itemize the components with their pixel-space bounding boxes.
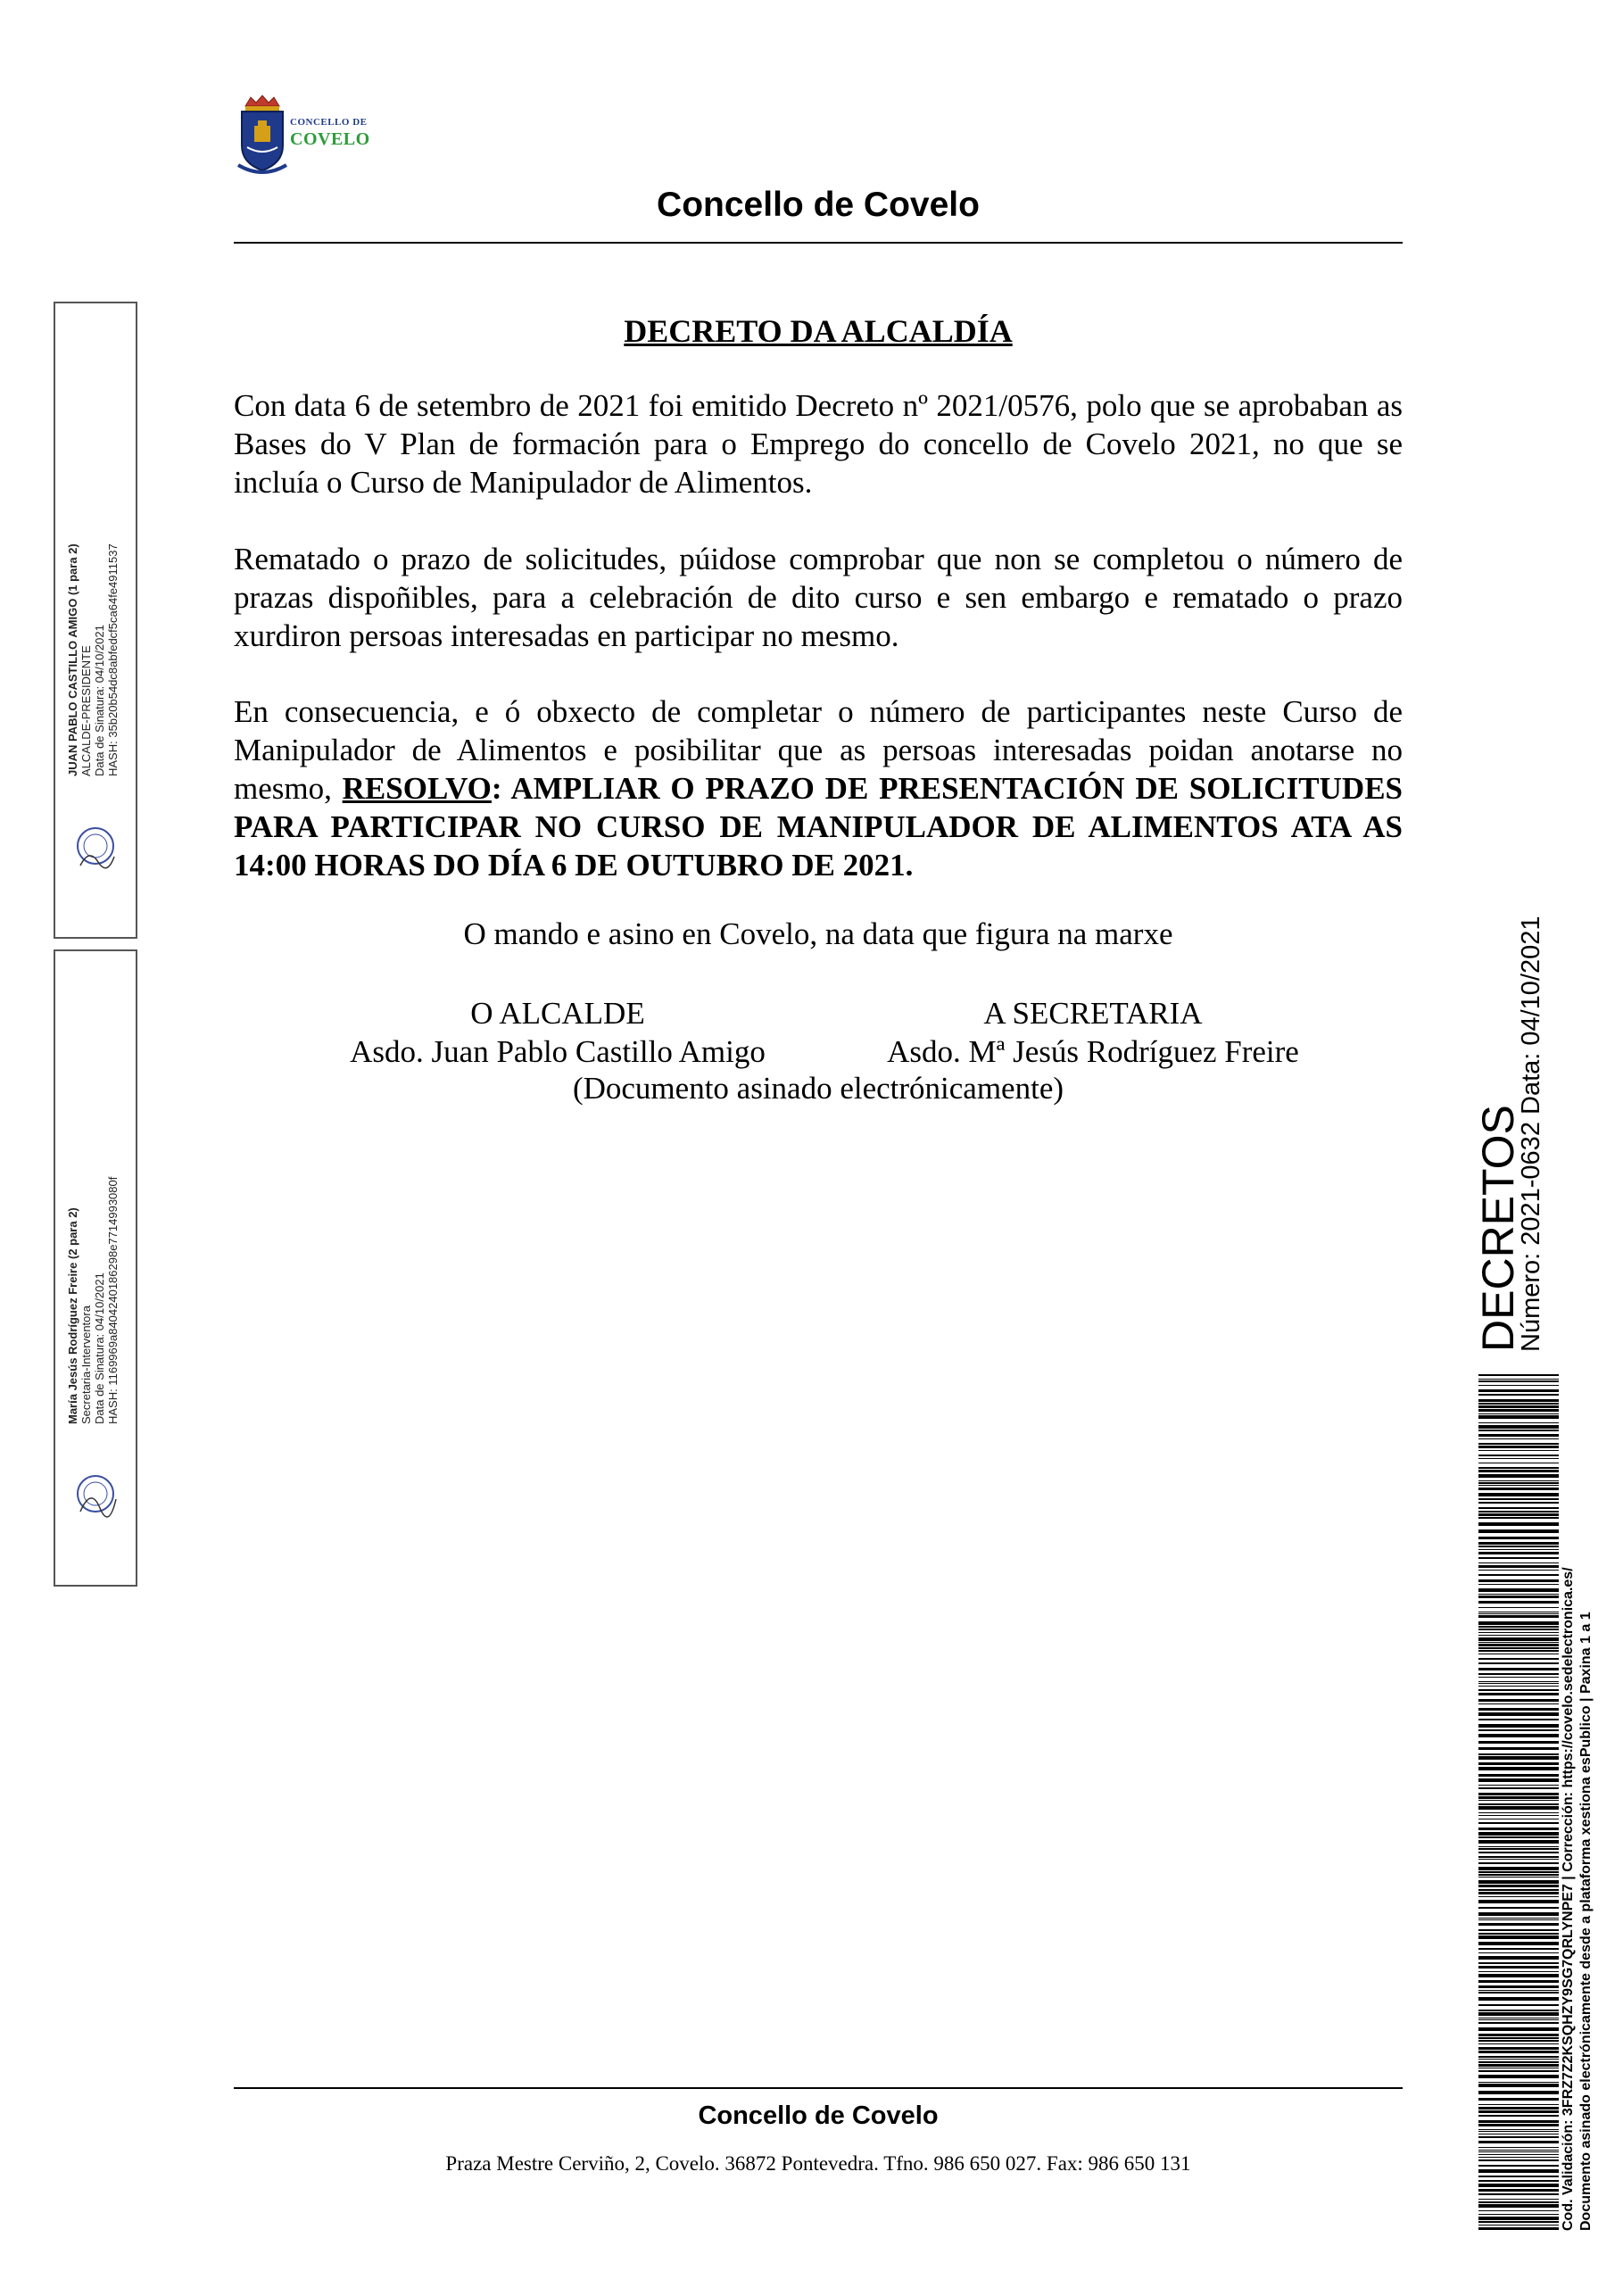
logo-line1: CONCELLO DE [290,117,368,128]
barcode-bar [1478,1673,1559,1675]
barcode-bar [1478,2043,1559,2044]
barcode-bar [1478,1615,1559,1618]
barcode-bar [1478,1828,1559,1830]
barcode-bar [1478,1992,1559,1993]
document-title: DECRETO DA ALCALDÍA [624,313,1013,349]
barcode-bar [1478,1379,1559,1380]
barcode-bar [1478,2169,1559,2173]
barcode-bar [1478,1935,1559,1939]
barcode-bar [1478,1425,1559,1429]
barcode-bar [1478,1729,1559,1731]
barcode-bar [1478,1594,1559,1595]
barcode-bar [1478,2082,1559,2083]
barcode-bar [1478,1874,1559,1876]
barcode-bar [1478,1753,1559,1755]
signature-secretaria [803,994,1383,1071]
barcode-bar [1478,1438,1559,1439]
barcode-bar [1478,2075,1559,2078]
barcode-bar [1478,1399,1559,1402]
barcode-bar [1478,2210,1559,2211]
barcode-bar [1478,2010,1559,2011]
barcode-bar [1478,1734,1559,1737]
barcode-bar [1478,1562,1559,1563]
barcode-bar [1478,1662,1559,1664]
stamp-2-name: María Jesús Rodríguez Freire (2 para 2) [66,1207,79,1424]
barcode-bar [1478,1896,1559,1897]
barcode-bar [1478,2022,1559,2024]
concello-logo [236,94,388,178]
barcode-bar [1478,2037,1559,2039]
barcode-bar [1478,1584,1559,1585]
barcode-bar [1478,1693,1559,1695]
barcode-bar [1478,1529,1559,1533]
barcode-bar [1478,1952,1559,1953]
barcode-bar [1478,1385,1559,1386]
barcode-bar [1478,2012,1559,2016]
barcode-bar [1478,1862,1559,1864]
barcode-bar [1478,1974,1559,1977]
barcode-bars [1478,1374,1559,2231]
barcode-bar [1478,1689,1559,1691]
barcode-bar [1478,1767,1559,1770]
barcode-bar [1478,1985,1559,1988]
barcode-bar [1478,1724,1559,1728]
barcode-bar [1478,1668,1559,1670]
barcode-bar [1478,1485,1559,1486]
barcode-bar [1478,2110,1559,2113]
barcode-bar [1478,2225,1559,2226]
barcode-bar [1478,1549,1559,1550]
barcode-bar [1478,1778,1559,1782]
barcode-bar [1478,1741,1559,1744]
barcode-bar [1478,1956,1559,1960]
barcode-bar [1478,1579,1559,1582]
paragraph-1: Con data 6 de setembro de 2021 foi emitido Decreto nº 2021/0576, polo que se aprobaban as Bases do V Plan de formación para o Emprego do concello de Covelo 2021, no que se incluía o Curso de Manipulador de Alimentos. [234,388,1403,500]
barcode-bar [1478,1415,1559,1419]
barcode-bar [1478,2131,1559,2132]
barcode-bar [1478,1613,1559,1614]
stamp-2-hash: HASH: 1169969a8404240186298e7714993080f [106,1176,120,1424]
barcode-bar [1478,1511,1559,1513]
barcode-bar [1478,1756,1559,1760]
barcode-bar [1478,1900,1559,1903]
barcode-bar [1478,1632,1559,1633]
barcode-bar [1478,2136,1559,2138]
barcode-bar [1478,1394,1559,1396]
stamp-1-role: ALCALDE-PRESIDENTE [79,645,93,776]
barcode-bar [1478,2227,1559,2230]
barcode-bar [1478,1686,1559,1687]
barcode-bar [1478,1403,1559,1405]
signature-alcalde [268,994,848,1071]
barcode-bar [1478,1542,1559,1545]
barcode-bar [1478,1907,1559,1909]
barcode-bar [1478,2214,1559,2215]
secretaria-role: A SECRETARIA [983,996,1203,1031]
barcode-bar [1478,1380,1559,1382]
barcode-bar [1478,2159,1559,2161]
barcode-bar [1478,2120,1559,2123]
barcode-bar [1478,2204,1559,2208]
seal-icon [71,1469,120,1522]
stamp-1-name: JUAN PABLO CASTILLO AMIGO (1 para 2) [66,543,79,776]
barcode-bar [1478,1812,1559,1813]
barcode-bar [1478,2184,1559,2187]
barcode-bar [1478,2084,1559,2087]
barcode-bar [1478,1871,1559,1873]
barcode-bar [1478,2047,1559,2050]
validation-text [1560,1567,1595,2231]
barcode-bar [1478,2201,1559,2203]
barcode-bar [1478,1836,1559,1838]
barcode-bar [1478,1626,1559,1628]
barcode-bar [1478,2150,1559,2151]
closing-line: O mando e asino en Covelo, na data que figura na marxe [463,916,1173,951]
barcode-bar [1478,1683,1559,1684]
barcode-bar [1478,1513,1559,1516]
barcode-bar [1478,2040,1559,2042]
barcode-bar [1478,2176,1559,2177]
barcode-bar [1478,1800,1559,1801]
barcode-bar [1478,1997,1559,2001]
barcode-bar [1478,1446,1559,1448]
barcode-bar [1478,1601,1559,1604]
barcode-bar [1478,1822,1559,1824]
barcode-bar [1478,1647,1559,1649]
barcode-bar [1478,1681,1559,1682]
barcode-bar [1478,1719,1559,1720]
barcode-bar [1478,1493,1559,1496]
barcode-bar [1478,1552,1559,1554]
resolution-text: AMPLIAR O PRAZO DE PRESENTACIÓN DE SOLICITUDES PARA PARTICIPAR NO CURSO DE MANIPULADOR DE ALIMENTOS ATA AS 14:00 HORAS DO DÍA 6 DE OUTUBRO DE 2021. [234,771,1404,883]
barcode-bar [1478,2098,1559,2101]
barcode-bar [1478,2064,1559,2067]
barcode-bar [1478,2004,1559,2006]
barcode-bar [1478,1747,1559,1750]
secretaria-name: Asdo. Mª Jesús Rodríguez Freire [887,1034,1299,1069]
registry-number-date: Número: 2021-0632 Data: 04/10/2021 [1517,916,1545,1352]
barcode-bar [1478,2217,1559,2220]
barcode-bar [1478,1502,1559,1504]
barcode-bar [1478,1774,1559,1777]
paragraph-3 [234,692,1403,884]
barcode-bar [1478,1856,1559,1858]
barcode-bar [1478,1644,1559,1646]
barcode-bar [1478,1474,1559,1478]
barcode-bar [1478,2059,1559,2060]
barcode [1478,1374,1559,2231]
barcode-bar [1478,1482,1559,1484]
stamp-1-text [66,152,120,776]
barcode-bar [1478,2221,1559,2223]
electronic-signature-note: (Documento asinado electrónicamente) [572,1071,1064,1106]
barcode-bar [1478,1885,1559,1887]
stamp-1-hash: HASH: 35b20b54dc8abfedcf5ca64fe4911537 [106,543,120,776]
barcode-bar [1478,1892,1559,1894]
barcode-bar [1478,1918,1559,1919]
barcode-bar [1478,2027,1559,2031]
barcode-bar [1478,1699,1559,1702]
barcode-bar [1478,1859,1559,1860]
barcode-bar [1478,2157,1559,2158]
barcode-bar [1478,1409,1559,1412]
barcode-bar [1478,1933,1559,1935]
registry-label: DECRETOS [1473,1105,1523,1352]
barcode-bar [1478,2104,1559,2105]
barcode-bar [1478,1712,1559,1716]
validation-line-1: Cod. Validación: 3FRZ7Z2KSQHZY9SG7QRLYNPE7 | Corrección: https://covelo.sedelectronica.es/ [1561,1567,1576,2231]
barcode-bar [1478,2034,1559,2036]
barcode-bar [1478,1990,1559,1991]
barcode-bar [1478,2154,1559,2155]
alcalde-role: O ALCALDE [470,996,645,1031]
stamp-2-text [66,800,120,1424]
paragraph-2: Rematado o prazo de solicitudes, púidose comprobar que non se completou o número de prazas dispoñibles, para a celebración de dito curso e sen embargo e rematado o prazo xurdiron persoas interesadas en participar no mesmo. [234,542,1403,653]
coat-of-arms-icon [236,94,288,178]
footer-address: Praza Mestre Cerviño, 2, Covelo. 36872 Pontevedra. Tfno. 986 650 027. Fax: 986 650 131 [445,2152,1191,2175]
barcode-bar [1478,1803,1559,1805]
barcode-bar [1478,1458,1559,1459]
barcode-bar [1478,2051,1559,2053]
barcode-bar [1478,1708,1559,1711]
barcode-bar [1478,1635,1559,1636]
barcode-bar [1478,1658,1559,1660]
barcode-bar [1478,1889,1559,1891]
barcode-bar [1478,1912,1559,1916]
barcode-bar [1478,1570,1559,1571]
barcode-bar [1478,1923,1559,1926]
barcode-bar [1478,1467,1559,1469]
barcode-bar [1478,1971,1559,1972]
barcode-bar [1478,1389,1559,1392]
barcode-bar [1478,1546,1559,1547]
resolvo-colon: : [491,771,511,806]
barcode-bar [1478,1867,1559,1870]
barcode-bar [1478,1537,1559,1539]
barcode-bar [1478,2165,1559,2167]
barcode-bar [1478,1948,1559,1950]
barcode-bar [1478,1832,1559,1836]
barcode-bar [1478,1450,1559,1451]
stamp-2-date: Data de Sinatura: 04/10/2021 [93,1272,106,1424]
barcode-bar [1478,1787,1559,1789]
barcode-bar [1478,2180,1559,2182]
barcode-bar [1478,1703,1559,1704]
barcode-bar [1478,1596,1559,1598]
barcode-bar [1478,1840,1559,1844]
stamp-1-date: Data de Sinatura: 04/10/2021 [93,625,106,776]
barcode-bar [1478,1919,1559,1920]
barcode-bar [1478,2070,1559,2072]
footer-title: Concello de Covelo [698,2101,939,2130]
barcode-bar [1478,1517,1559,1519]
footer-divider [234,2087,1403,2089]
barcode-bar [1478,1374,1559,1376]
barcode-bar [1478,1488,1559,1490]
barcode-bar [1478,1574,1559,1576]
barcode-bar [1478,2056,1559,2058]
barcode-bar [1478,1929,1559,1931]
barcode-bar [1478,1498,1559,1500]
barcode-bar [1478,2107,1559,2110]
barcode-bar [1478,1962,1559,1964]
barcode-bar [1478,2151,1559,2152]
barcode-bar [1478,1785,1559,1786]
barcode-bar [1478,1677,1559,1678]
barcode-bar [1478,2199,1559,2200]
barcode-bar [1478,1793,1559,1795]
barcode-bar [1478,1507,1559,1509]
barcode-bar [1478,2019,1559,2020]
barcode-bar [1478,2124,1559,2126]
barcode-bar [1478,1470,1559,1472]
barcode-bar [1478,2115,1559,2117]
barcode-bar [1478,2091,1559,2094]
stamp-2-role: Secretaria-Interventora [79,1305,93,1424]
barcode-bar [1478,2141,1559,2143]
barcode-bar [1478,1565,1559,1568]
barcode-bar [1478,1846,1559,1847]
alcalde-name: Asdo. Juan Pablo Castillo Amigo [350,1034,766,1069]
barcode-bar [1478,1443,1559,1445]
barcode-bar [1478,1588,1559,1592]
barcode-bar [1478,1852,1559,1853]
signature-stamp-2 [54,949,137,1587]
barcode-bar [1478,1480,1559,1481]
barcode-bar [1478,1422,1559,1423]
barcode-bar [1478,1815,1559,1816]
barcode-bar [1478,2189,1559,2192]
barcode-bar [1478,2193,1559,2195]
barcode-bar [1478,1796,1559,1799]
barcode-bar [1478,1522,1559,1526]
barcode-bar [1478,1430,1559,1431]
header-divider [234,242,1403,244]
barcode-bar [1478,1405,1559,1408]
barcode-bar [1478,2061,1559,2063]
validation-line-2: Documento asinado electrónicamente desde a plataforma xestiona esPublico | Paxina 1 a 1 [1578,1612,1594,2231]
barcode-bar [1478,1642,1559,1643]
barcode-bar [1478,1650,1559,1652]
barcode-bar [1478,1966,1559,1969]
barcode-bar [1478,1806,1559,1810]
barcode-bar [1478,1413,1559,1414]
barcode-bar [1478,1980,1559,1983]
barcode-bar [1478,1434,1559,1437]
barcode-bar [1478,1557,1559,1559]
barcode-bar [1478,1607,1559,1608]
barcode-bar [1478,2129,1559,2130]
barcode-bar [1478,1848,1559,1850]
barcode-bar [1478,2147,1559,2148]
barcode-bar [1478,1637,1559,1641]
barcode-bar [1478,1629,1559,1630]
logo-line2: COVELO [290,129,370,149]
paragraph-3-intro: En consecuencia, e ó obxecto de completar o número de participantes neste Curso de Manipulador de Alimentos e posibilitar que as persoas interesadas poidan anotarse no mesmo, [234,694,1403,806]
barcode-bar [1478,1880,1559,1884]
barcode-bar [1478,1762,1559,1765]
barcode-bar [1478,1621,1559,1625]
header-title: Concello de Covelo [657,186,980,224]
barcode-bar [1478,1455,1559,1456]
resolvo-keyword: RESOLVO [342,771,492,806]
barcode-bar [1478,1942,1559,1945]
